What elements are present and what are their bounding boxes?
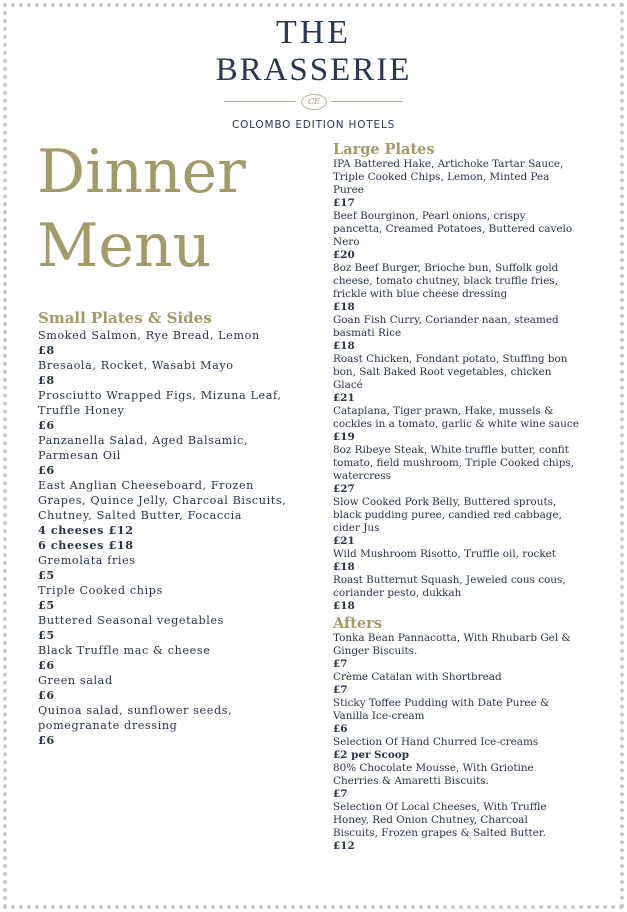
menu-item [333,632,598,671]
item-price: £6 [38,418,55,432]
menu-item [333,444,598,496]
menu-item [333,353,598,405]
item-price: £6 [38,463,55,477]
item-description: Truffle Honey [38,404,125,417]
menu-item [333,697,598,736]
item-description: Selection Of Hand Churred Ice-creams [333,736,539,748]
item-description: Panzanella Salad, Aged Balsamic, [38,434,249,447]
logo-rule-right [331,101,403,102]
item-price: £27 [333,483,355,495]
section-heading: Small Plates & Sides [38,309,212,327]
item-description: Sticky Toffee Pudding with Date Puree & [333,697,550,709]
item-description: watercress [333,470,391,482]
item-description: cheese, tomato chutney, black truffle fries, [333,275,558,287]
menu-item [333,158,598,210]
menu-item [38,643,308,673]
item-price: £12 [333,840,355,852]
item-price: £5 [38,568,55,582]
item-price: £2 per Scoop [333,749,410,761]
item-price: £20 [333,249,355,261]
item-description: Beef Bourginon, Pearl onions, crispy [333,210,526,222]
menu-item [38,358,308,388]
item-description: Slow Cooked Pork Belly, Buttered sprouts, [333,496,557,508]
item-price: 4 cheeses £12 [38,523,134,537]
item-description: Vanilla Ice-cream [333,710,425,722]
item-description: Prosciutto Wrapped Figs, Mizuna Leaf, [38,389,282,402]
item-description: Biscuits, Frozen grapes & Salted Butter. [333,827,546,839]
logo-name: BRASSERIE [215,52,412,88]
menu-section [333,615,598,853]
menu-item [38,433,308,478]
item-price: £18 [333,301,355,313]
item-description: Cataplana, Tiger prawn, Hake, mussels & [333,405,554,417]
item-description: pancetta, Creamed Potatoes, Buttered cavelo [333,223,573,235]
item-description: Triple Cooked chips [38,584,163,597]
item-price: 6 cheeses £18 [38,538,134,552]
item-price: £7 [333,684,348,696]
item-price: £21 [333,392,355,404]
item-description: cider Jus [333,522,380,534]
item-description: Parmesan Oil [38,449,121,462]
item-description: Triple Cooked Chips, Lemon, Minted Pea [333,171,550,183]
item-description: Tonka Bean Pannacotta, With Rhubarb Gel & [333,632,571,644]
item-description: Honey, Red Onion Chutney, Charcoal [333,814,528,826]
menu-item [333,314,598,353]
left-column [38,309,308,748]
item-price: £8 [38,343,55,357]
menu-item [333,762,598,801]
item-description: Black Truffle mac & cheese [38,644,211,657]
item-description: Crème Catalan with Shortbread [333,671,502,683]
item-description: Wild Mushroom Risotto, Truffle oil, rocket [333,548,556,560]
menu-section [38,309,308,748]
logo-rule-left [224,101,296,102]
item-description: Quinoa salad, sunflower seeds, [38,704,233,717]
item-price: £21 [333,535,355,547]
menu-item [333,210,598,262]
item-description: 80% Chocolate Mousse, With Griotine [333,762,534,774]
item-description: Selection Of Local Cheeses, With Truffle [333,801,547,813]
menu-item [38,613,308,643]
item-description: Cherries & Amaretti Biscuits. [333,775,489,787]
item-description: Puree [333,184,364,196]
menu-item [38,583,308,613]
item-price: £6 [38,658,55,672]
item-description: bon, Salt Baked Root vegetables, chicken [333,366,552,378]
item-price: £6 [333,723,348,735]
menu-item [38,703,308,748]
menu-item [333,671,598,697]
item-price: £8 [38,373,55,387]
item-description: Chutney, Salted Butter, Focaccia [38,509,243,522]
item-price: £17 [333,197,355,209]
item-description: basmati Rice [333,327,402,339]
item-description: 8oz Beef Burger, Brioche bun, Suffolk gold [333,262,559,274]
logo-monogram-icon: CE [301,94,327,110]
item-description: Glacé [333,379,363,391]
menu-item [333,801,598,853]
item-price: £6 [38,733,55,747]
item-description: Ginger Biscuits. [333,645,418,657]
item-description: Buttered Seasonal vegetables [38,614,224,627]
menu-item [38,388,308,433]
menu-item [38,553,308,583]
item-description: frickle with blue cheese dressing [333,288,508,300]
item-description: Green salad [38,674,113,687]
item-description: IPA Battered Hake, Artichoke Tartar Sauce, [333,158,564,170]
menu-item [333,736,598,762]
item-description: Smoked Salmon, Rye Bread, Lemon [38,329,260,342]
item-price: £5 [38,598,55,612]
menu-item [333,496,598,548]
item-price: £18 [333,600,355,612]
item-description: Nero [333,236,360,248]
item-description: cockles in a tomato, garlic & white wine sauce [333,418,579,430]
logo-the: THE [275,14,352,51]
item-price: £18 [333,340,355,352]
menu-item [333,262,598,314]
item-description: coriander pesto, dukkah [333,587,462,599]
menu-item [333,405,598,444]
menu-item [333,574,598,613]
menu-item [38,478,308,553]
item-description: Goan Fish Curry, Coriander naan, steamed [333,314,559,326]
menu-item [38,673,308,703]
item-description: Grapes, Quince Jelly, Charcoal Biscuits, [38,494,287,507]
item-description: Gremolata fries [38,554,136,567]
item-price: £5 [38,628,55,642]
item-description: Bresaola, Rocket, Wasabi Mayo [38,359,234,372]
menu-section [333,141,598,613]
menu-item [333,548,598,574]
item-price: £7 [333,788,348,800]
item-price: £6 [38,688,55,702]
logo-subtitle: COLOMBO EDITION HOTELS [231,119,396,131]
item-description: tomato, field mushroom, Triple Cooked chips, [333,457,575,469]
item-description: Roast Butternut Squash, Jeweled cous cous, [333,574,566,586]
item-price: £18 [333,561,355,573]
menu-title-line1: Dinner [37,137,246,207]
section-heading: Afters [333,615,382,632]
item-price: £19 [333,431,355,443]
right-column [333,141,598,853]
menu-item [38,328,308,358]
item-description: 8oz Ribeye Steak, White truffle butter, confit [333,444,569,456]
item-price: £7 [333,658,348,670]
item-description: black pudding puree, candied red cabbage, [333,509,562,521]
section-heading: Large Plates [333,141,435,158]
item-description: East Anglian Cheeseboard, Frozen [38,479,254,492]
menu-title-line2: Menu [37,211,212,281]
item-description: pomegranate dressing [38,719,178,732]
item-description: Roast Chicken, Fondant potato, Stuffing bon [333,353,568,365]
